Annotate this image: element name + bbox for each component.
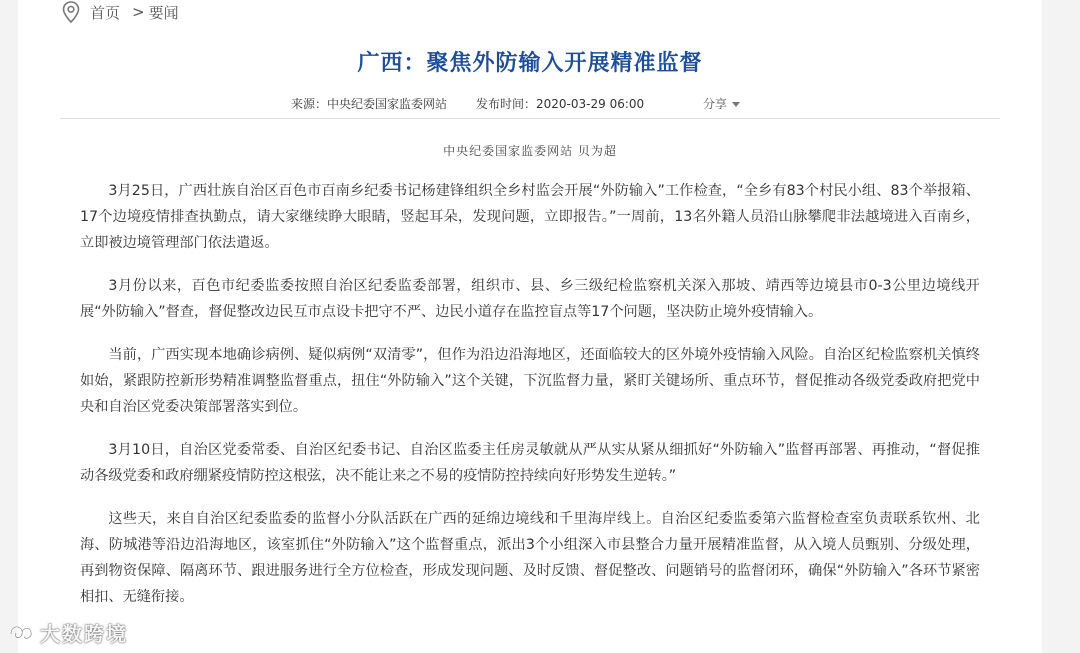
breadcrumb [60, 0, 179, 24]
breadcrumb-current-link[interactable]: 要闻 [148, 3, 179, 22]
source-label: 来源： [291, 97, 328, 111]
share-button[interactable] [703, 95, 740, 112]
article-paragraph: 3月25日，广西壮族自治区百色市百南乡纪委书记杨建锋组织全乡村监会开展“外防输入”工作检查，“全乡有83个村民小组、83个举报箱、17个边境疫情排查执勤点，请大家继续睁大眼睛，竖起耳朵，发现问题，立即报告。”一周前，13名外籍人员沿山脉攀爬非法越境进入百南乡，立即被边境管理部门依法遣返。 [80, 183, 980, 251]
header-divider [60, 118, 1000, 119]
article-title: 广西：聚焦外防输入开展精准监督 [357, 51, 703, 76]
breadcrumb-home-link[interactable]: 首页 [90, 3, 121, 22]
article-meta [18, 95, 1042, 111]
article-byline: 中央纪委国家监委网站 贝为超 [443, 144, 617, 158]
brand-logo-icon [8, 622, 34, 644]
watermark [8, 618, 128, 647]
time-value: 2020-03-29 06:00 [536, 97, 645, 111]
time-label: 发布时间： [476, 97, 537, 111]
article-paragraph: 这些天，来自自治区纪委监委的监督小分队活跃在广西的延绵边境线和千里海岸线上。自治区纪委监委第六监督检查室负责联系钦州、北海、防城港等沿边沿海地区，该室抓住“外防输入”这个监督重点，派出3个小组深入市县整合力量开展精准监督，从入境人员甄别、分级处理，再到物资保障、隔离环节、跟进服务进行全方位检查，形成发现问题、及时反馈、督促整改、问题销号的监督闭环，确保“外防输入”各环节紧密相扣、无缝衔接。 [80, 511, 980, 605]
article-time [476, 95, 644, 112]
article-body [80, 178, 980, 627]
article-paragraph: 3月10日，自治区党委常委、自治区纪委书记、自治区监委主任房灵敏就从严从实从紧从细抓好“外防输入”监督再部署、再推动，“督促推动各级党委和政府绷紧疫情防控这根弦，决不能让来之不易的疫情防控持续向好形势发生逆转。” [80, 442, 980, 484]
article-page [18, 0, 1042, 653]
article-paragraph: 3月份以来，百色市纪委监委按照自治区纪委监委部署，组织市、县、乡三级纪检监察机关深入那坡、靖西等边境县市0-3公里边境线开展“外防输入”督查，督促整改边民互市点设卡把守不严、边民小道存在监控盲点等17个问题，坚决防止境外疫情输入。 [80, 278, 980, 320]
share-label: 分享 [703, 97, 728, 111]
location-pin-icon [60, 0, 82, 24]
breadcrumb-separator: > [132, 3, 145, 21]
source-value: 中央纪委国家监委网站 [327, 97, 448, 111]
article-paragraph: 当前，广西实现本地确诊病例、疑似病例“双清零”，但作为沿边沿海地区，还面临较大的区外境外疫情输入风险。自治区纪检监察机关慎终如始，紧跟防控新形势精准调整监督重点，扭住“外防输入”这个关键，下沉监督力量，紧盯关键场所、重点环节，督促推动各级党委政府把党中央和自治区党委决策部署落实到位。 [80, 347, 980, 415]
watermark-text: 大数跨境 [40, 622, 128, 646]
caret-down-icon [732, 102, 740, 107]
article-source [291, 95, 447, 112]
